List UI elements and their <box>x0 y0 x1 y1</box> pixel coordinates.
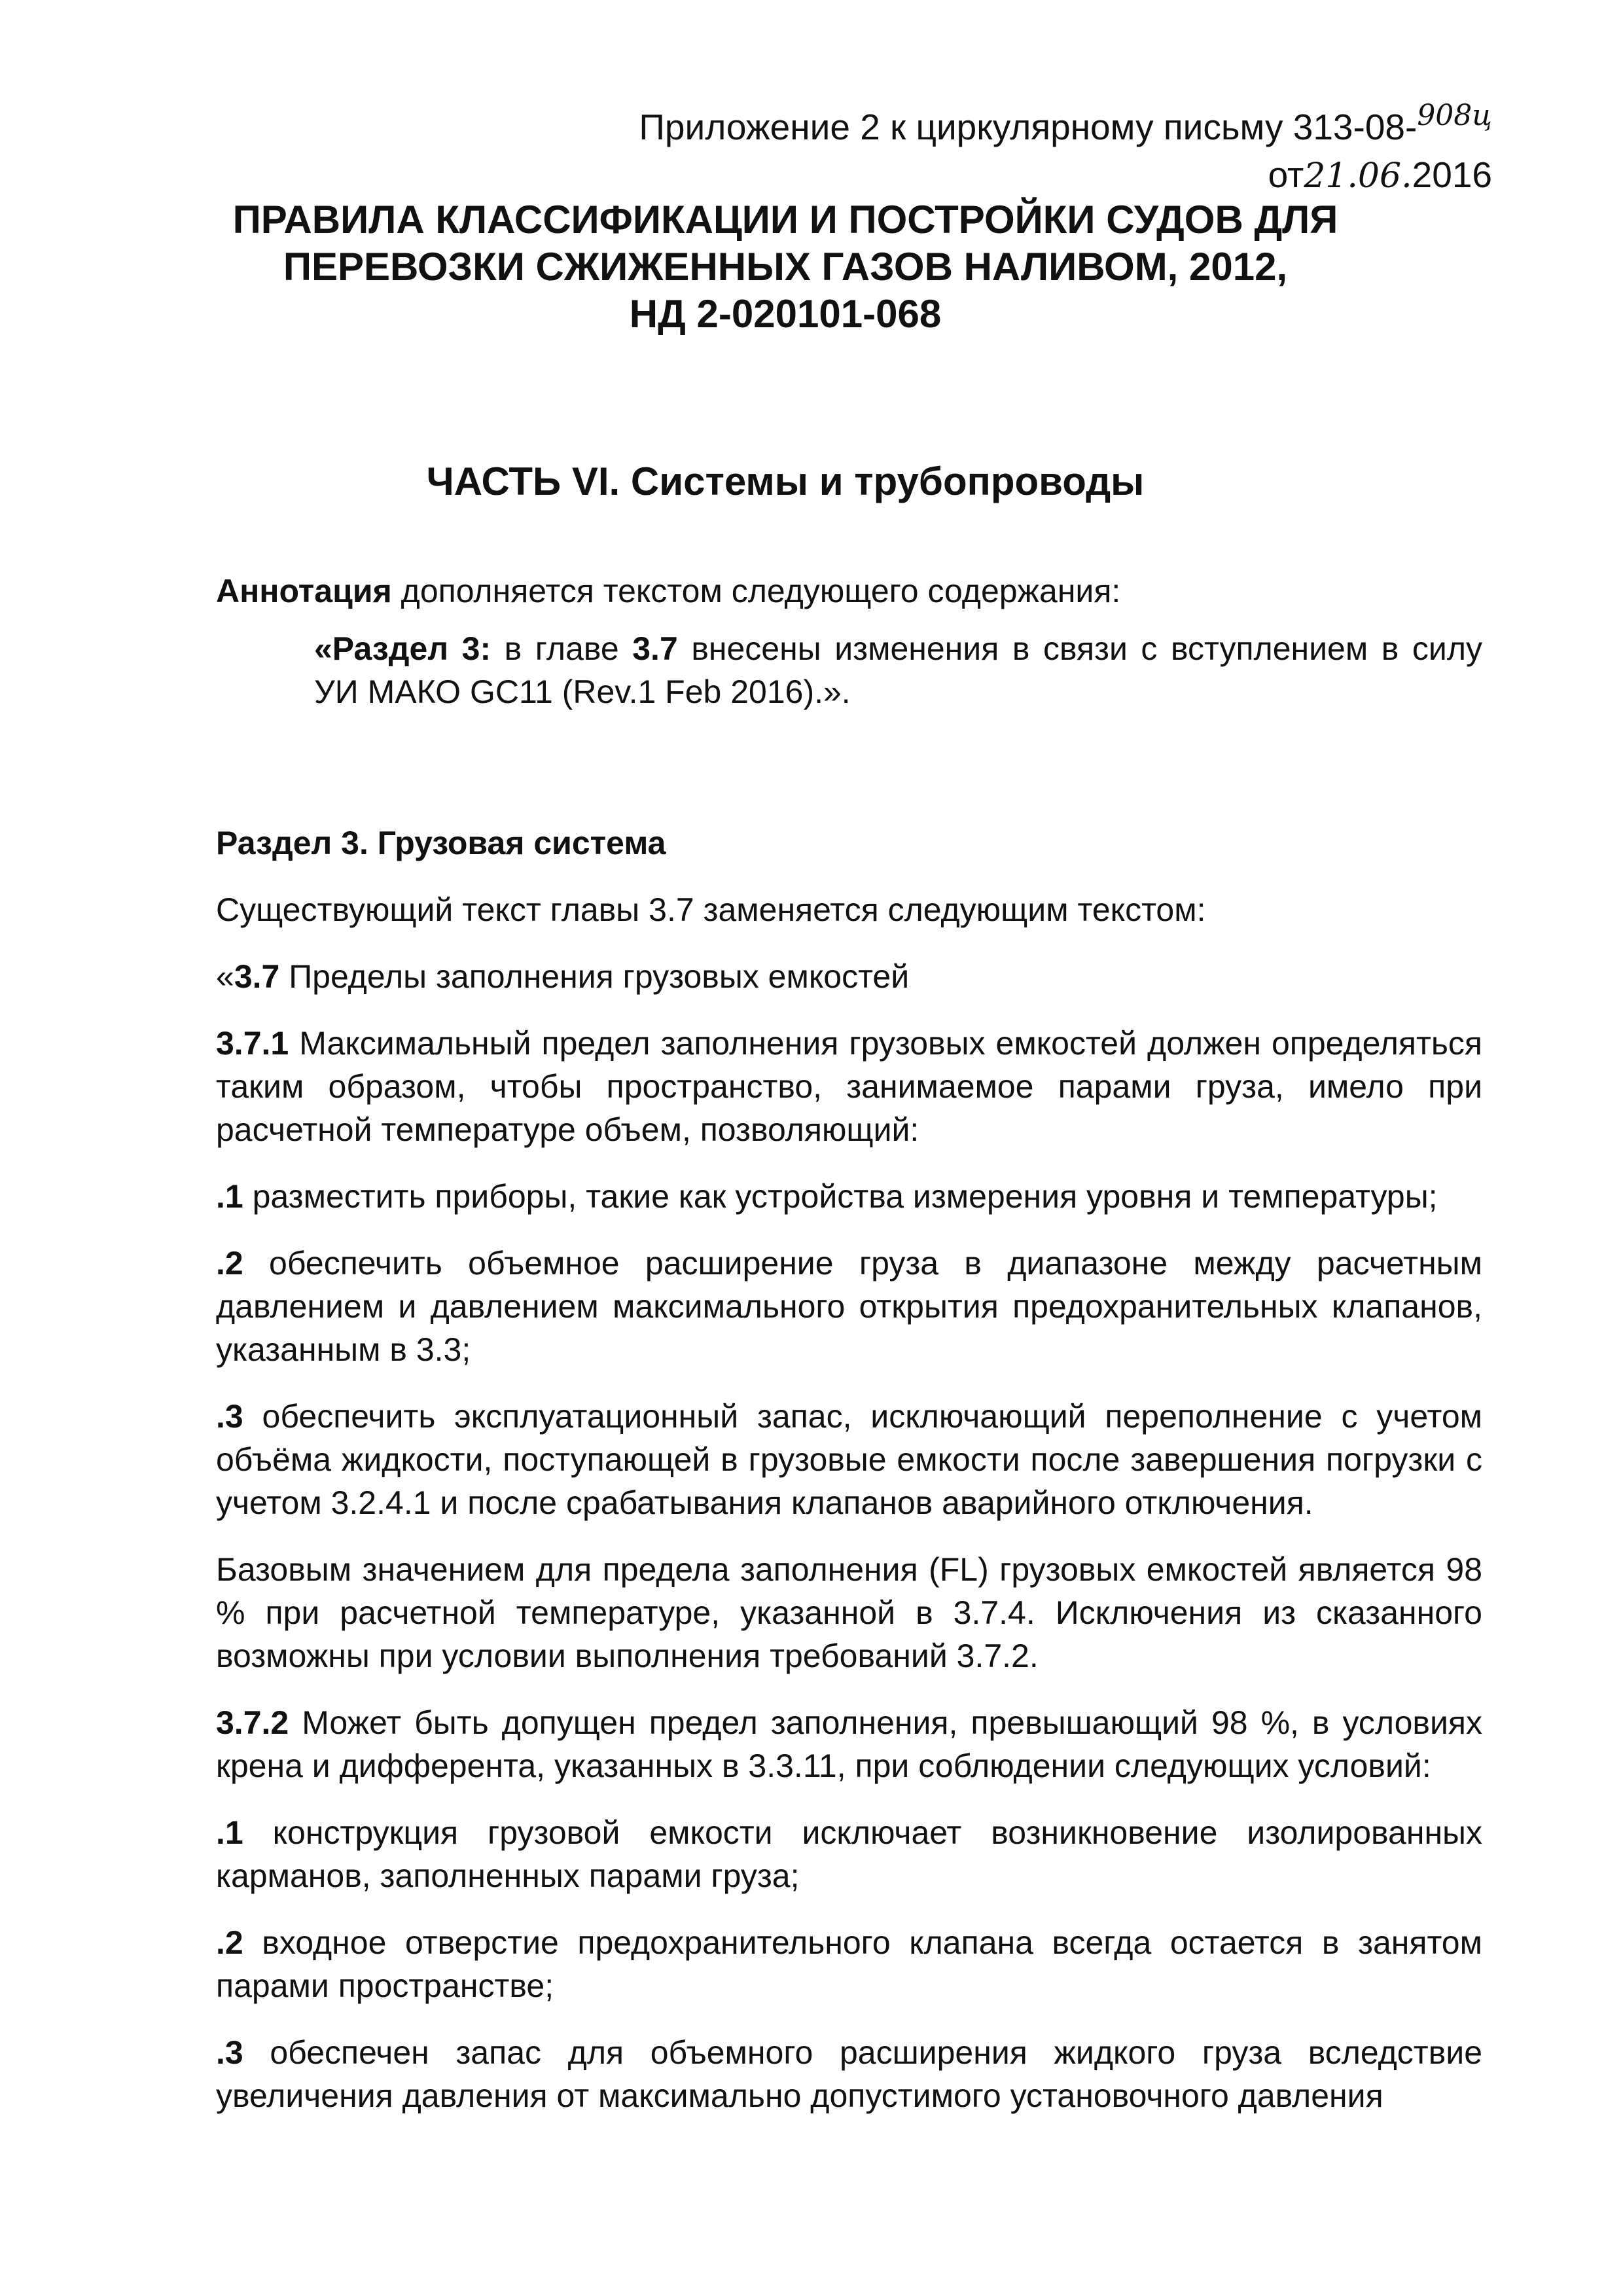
paragraph-3-7-1-text: Максимальный предел заполнения грузовых емкостей должен определяться таким образом, чтобы пространство, занимаемое парами груза, имело при расчетной температуре объем, позволяющий: <box>216 1025 1482 1148</box>
base-value-paragraph: Базовым значением для предела заполнения (FL) грузовых емкостей является 98 % при расчетной температуре, указанной в 3.7.4. Исключения из сказанного возможны при условии выполнения требований 3.7.2. <box>216 1551 1482 1674</box>
list-item-1 <box>216 1175 1482 1218</box>
title-line-1: ПРАВИЛА КЛАССИФИКАЦИИ И ПОСТРОЙКИ СУДОВ ДЛЯ <box>232 198 1338 242</box>
annotation-quote-text-2: внесены изменения в связи с вступлением в силу УИ МАКО GC11 (Rev.1 Feb 2016).». <box>314 630 1482 710</box>
annotation-quote-label: «Раздел 3: <box>314 630 491 667</box>
title-line-2: ПЕРЕВОЗКИ СЖИЖЕННЫХ ГАЗОВ НАЛИВОМ, 2012, <box>283 245 1288 289</box>
chapter-number: 3.7 <box>234 958 280 995</box>
condition-item-3-number: .3 <box>216 2034 243 2071</box>
chapter-prefix: « <box>216 958 234 995</box>
appendix-line: Приложение 2 к циркулярному письму 313-08- <box>639 107 1418 147</box>
document-title <box>196 196 1374 338</box>
annotation-quote-ref: 3.7 <box>632 630 678 667</box>
section-intro: Существующий текст главы 3.7 заменяется следующим текстом: <box>216 891 1206 928</box>
condition-item-1 <box>216 1811 1482 1897</box>
section-heading-text: Раздел 3. Грузовая система <box>216 825 666 861</box>
condition-item-3-text: обеспечен запас для объемного расширения жидкого груза вследствие увеличения давления от максимально допустимого установочного давления <box>216 2034 1482 2114</box>
list-item-2-number: .2 <box>216 1245 243 1282</box>
section-heading <box>216 821 1482 865</box>
condition-item-1-text: конструкция грузовой емкости исключает возникновение изолированных карманов, заполненных парами груза; <box>216 1814 1482 1894</box>
condition-item-1-number: .1 <box>216 1814 243 1851</box>
title-line-3: НД 2-020101-068 <box>629 292 942 336</box>
list-item-3-text: обеспечить эксплуатационный запас, исключающий переполнение с учетом объёма жидкости, поступающей в грузовые емкости после завершения погрузки с учетом 3.2.4.1 и после срабатывания клапанов аварийного отключения. <box>216 1398 1482 1521</box>
annotation-quote-text-1: в главе <box>491 630 633 667</box>
list-item-2 <box>216 1242 1482 1371</box>
paragraph-3-7-1 <box>216 1022 1482 1151</box>
list-item-2-text: обеспечить объемное расширение груза в диапазоне между расчетным давлением и давлением максимального открытия предохранительных клапанов, указанным в 3.3; <box>216 1245 1482 1368</box>
paragraph-3-7-2-text: Может быть допущен предел заполнения, превышающий 98 %, в условиях крена и дифферента, указанных в 3.3.11, при соблюдении следующих условий: <box>216 1704 1482 1784</box>
annotation-label: Аннотация <box>216 573 392 609</box>
condition-item-2-text: входное отверстие предохранительного клапана всегда остается в занятом парами пространстве; <box>216 1924 1482 2004</box>
appendix-reference <box>639 99 1492 152</box>
condition-item-2 <box>216 1921 1482 2007</box>
paragraph-3-7-2-number: 3.7.2 <box>216 1704 289 1741</box>
document-header <box>639 99 1492 198</box>
paragraph-3-7-2 <box>216 1701 1482 1787</box>
annotation-quote <box>216 627 1482 713</box>
chapter-title <box>216 955 1482 998</box>
annotation-line <box>216 569 1482 613</box>
handwritten-date: 21.06. <box>1304 156 1412 196</box>
list-item-1-text: разместить приборы, такие как устройства измерения уровня и температуры; <box>243 1178 1438 1215</box>
list-item-1-number: .1 <box>216 1178 243 1215</box>
condition-item-3 <box>216 2031 1482 2117</box>
appendix-date <box>639 152 1492 198</box>
list-item-3 <box>216 1395 1482 1524</box>
paragraph-3-7-1-number: 3.7.1 <box>216 1025 289 1062</box>
chapter-title-text: Пределы заполнения грузовых емкостей <box>279 958 910 995</box>
handwritten-letter-number: 908ц <box>1417 99 1492 132</box>
condition-item-2-number: .2 <box>216 1924 243 1961</box>
annotation-block <box>216 569 1482 713</box>
part-title: ЧАСТЬ VI. Системы и трубопроводы <box>426 459 1145 503</box>
section-body <box>216 821 1482 2117</box>
date-prefix: от <box>1268 154 1304 195</box>
list-item-3-number: .3 <box>216 1398 243 1435</box>
date-year: 2016 <box>1412 154 1492 195</box>
annotation-text: дополняется текстом следующего содержания: <box>391 573 1121 609</box>
